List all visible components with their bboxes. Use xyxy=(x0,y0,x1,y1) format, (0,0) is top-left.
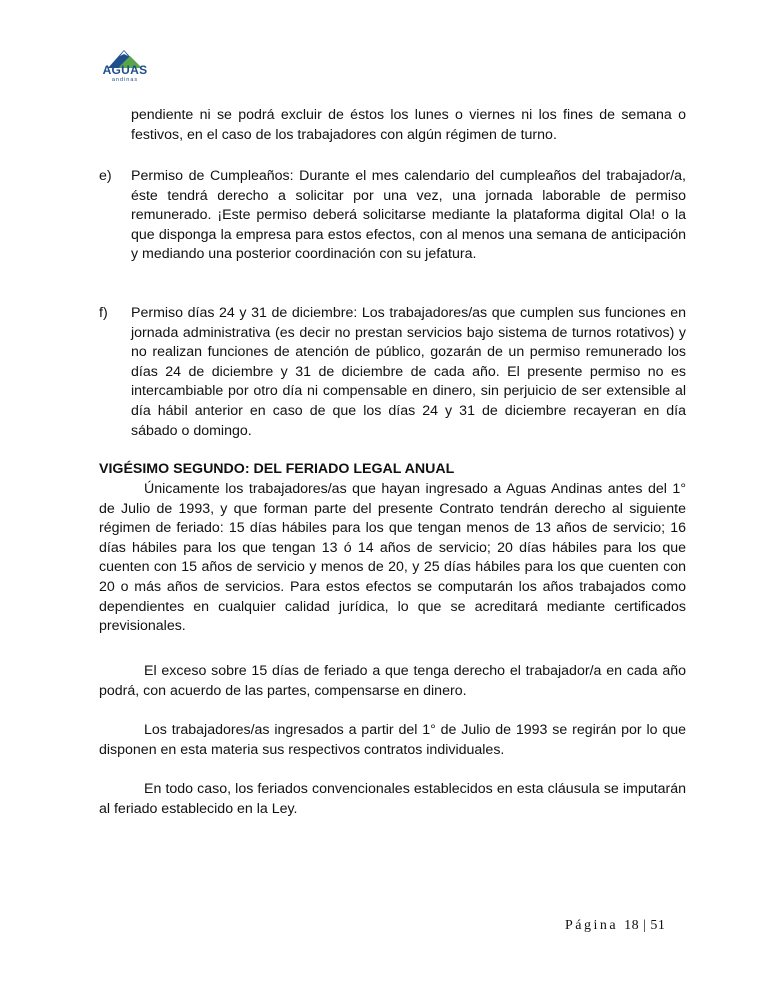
logo-subtitle: andinas xyxy=(111,77,139,83)
section-heading: VIGÉSIMO SEGUNDO: DEL FERIADO LEGAL ANUAL xyxy=(99,461,455,477)
logo-wordmark: AGUAS xyxy=(102,63,148,77)
item-f-text: Permiso días 24 y 31 de diciembre: Los trabajadores/as que cumplen sus funciones en jornada administrativa (es decir no prestan servicios bajo sistema de turnos rotativos) y no realizan funciones de atención de público, gozarán de un permiso remunerado los días 24 de diciembre y 31 de diciembre de cada año. El presente permiso no es intercambiable por otro día ni compensable en dinero, sin perjuicio de ser extensible al día hábil anterior en caso de que los días 24 y 31 de diciembre recayeran en día sábado o domingo. xyxy=(131,305,686,439)
paragraph-1: Únicamente los trabajadores/as que hayan ingresado a Aguas Andinas antes del 1° de Julio de 1993, y que forman parte del presente Contrato tendrán derecho al siguiente régimen de feriado: 15 días hábiles para los que tengan menos de 13 años de servicio; 16 días hábiles para los que tengan 13 ó 14 años de servicio; 20 días hábiles para los que cuenten con 15 años de servicio y menos de 20, y 25 días hábiles para los que cuenten con 20 o más años de servicios. Para estos efectos se computarán los años trabajados como dependientes en cualquier calidad jurídica, lo que se acreditará mediante certificados previsionales. xyxy=(99,481,686,635)
item-e-letter: e) xyxy=(99,168,112,184)
paragraph-3: Los trabajadores/as ingresados a partir del 1° de Julio de 1993 se regirán por lo que disponen en esta materia sus respectivos contratos individuales. xyxy=(99,722,686,758)
page-number: 18 | 51 xyxy=(624,918,666,933)
item-f-letter: f) xyxy=(99,305,108,321)
footer-label: Página xyxy=(565,918,619,933)
paragraph-4: En todo caso, los feriados convencionales establecidos en esta cláusula se imputarán al feriado establecido en la Ley. xyxy=(99,781,686,817)
item-e-text: Permiso de Cumpleaños: Durante el mes calendario del cumpleaños del trabajador/a, éste tendrá derecho a solicitar por una vez, una jornada laborable de permiso remunerado. ¡Este permiso deberá solicitarse mediante la plataforma digital Ola! o la que disponga la empresa para estos efectos, con al menos una semana de anticipación y mediando una posterior coordinación con su jefatura. xyxy=(131,168,686,263)
page-footer xyxy=(565,918,665,934)
paragraph-2: El exceso sobre 15 días de feriado a que tenga derecho el trabajador/a en cada año podrá, con acuerdo de las partes, compensarse en dinero. xyxy=(99,663,686,699)
continued-text: pendiente ni se podrá excluir de éstos los lunes o viernes ni los fines de semana o festivos, en el caso de los trabajadores con algún régimen de turno. xyxy=(131,107,686,143)
